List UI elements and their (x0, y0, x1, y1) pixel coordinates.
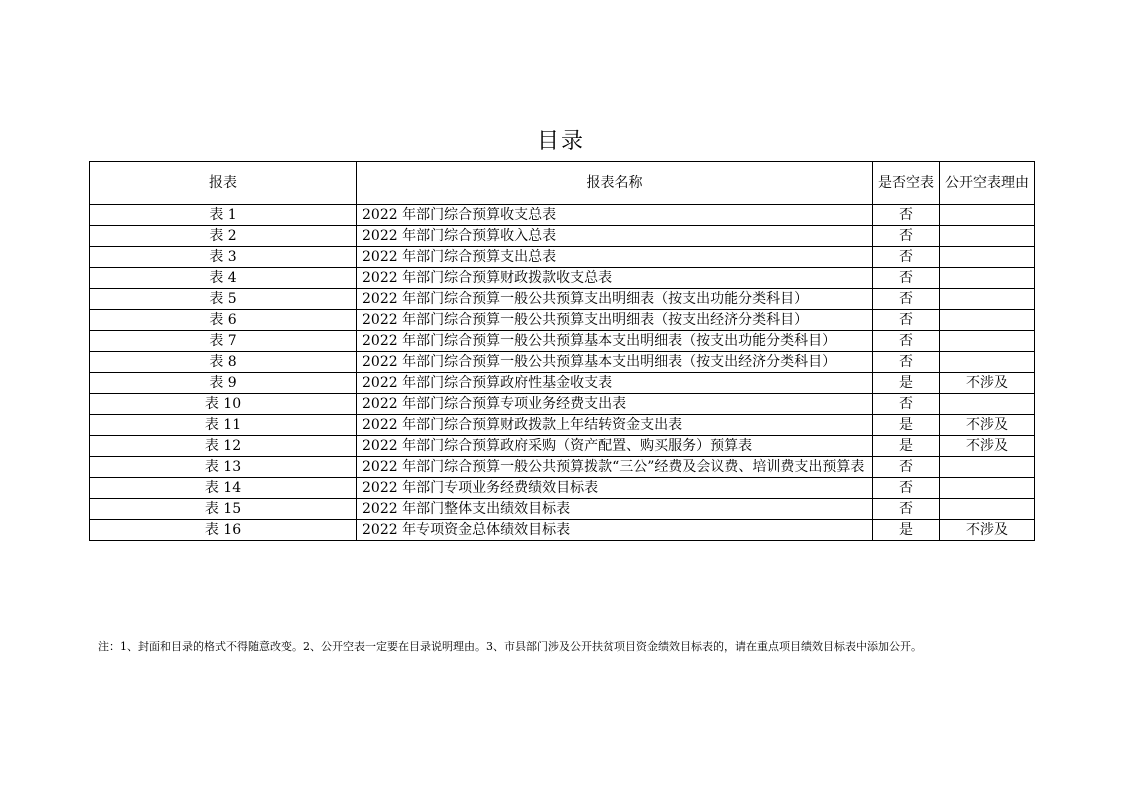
row-report-no: 表 10 (90, 394, 357, 415)
row-report-name: 2022 年部门综合预算收入总表 (357, 226, 873, 247)
row-report-name: 2022 年部门综合预算一般公共预算基本支出明细表（按支出经济分类科目） (357, 352, 873, 373)
row-is-empty: 否 (873, 289, 940, 310)
table-row (90, 268, 1035, 289)
row-empty-reason: 不涉及 (940, 415, 1035, 436)
row-report-name: 2022 年部门专项业务经费绩效目标表 (357, 478, 873, 499)
row-report-name: 2022 年部门综合预算一般公共预算基本支出明细表（按支出功能分类科目） (357, 331, 873, 352)
row-report-no: 表 9 (90, 373, 357, 394)
row-is-empty: 否 (873, 331, 940, 352)
table-row (90, 331, 1035, 352)
row-report-no: 表 1 (90, 205, 357, 226)
row-is-empty: 否 (873, 268, 940, 289)
table-row (90, 415, 1035, 436)
row-report-no: 表 15 (90, 499, 357, 520)
row-report-name: 2022 年部门综合预算一般公共预算支出明细表（按支出经济分类科目） (357, 310, 873, 331)
row-empty-reason (940, 268, 1035, 289)
table-row (90, 436, 1035, 457)
header-is-empty: 是否空表 (873, 162, 940, 205)
table-row (90, 226, 1035, 247)
row-empty-reason (940, 226, 1035, 247)
row-empty-reason: 不涉及 (940, 436, 1035, 457)
row-report-name: 2022 年部门综合预算收支总表 (357, 205, 873, 226)
header-report-no: 报表 (90, 162, 357, 205)
row-report-name: 2022 年部门综合预算一般公共预算支出明细表（按支出功能分类科目） (357, 289, 873, 310)
row-is-empty: 否 (873, 457, 940, 478)
page-title: 目录 (536, 129, 585, 154)
table-row (90, 205, 1035, 226)
row-is-empty: 否 (873, 310, 940, 331)
row-report-no: 表 11 (90, 415, 357, 436)
row-empty-reason (940, 289, 1035, 310)
row-report-name: 2022 年部门综合预算支出总表 (357, 247, 873, 268)
table-row (90, 478, 1035, 499)
table-row (90, 373, 1035, 394)
row-empty-reason (940, 394, 1035, 415)
row-is-empty: 否 (873, 478, 940, 499)
row-report-name: 2022 年专项资金总体绩效目标表 (357, 520, 873, 541)
table-row (90, 499, 1035, 520)
row-report-no: 表 4 (90, 268, 357, 289)
row-empty-reason (940, 457, 1035, 478)
row-report-no: 表 3 (90, 247, 357, 268)
table-row (90, 394, 1035, 415)
row-report-no: 表 6 (90, 310, 357, 331)
table-header-row (90, 162, 1035, 205)
row-empty-reason (940, 310, 1035, 331)
row-is-empty: 否 (873, 499, 940, 520)
table-row (90, 247, 1035, 268)
row-is-empty: 是 (873, 436, 940, 457)
row-report-no: 表 13 (90, 457, 357, 478)
table-row (90, 352, 1035, 373)
row-is-empty: 否 (873, 226, 940, 247)
row-report-no: 表 7 (90, 331, 357, 352)
row-is-empty: 否 (873, 205, 940, 226)
row-report-name: 2022 年部门综合预算财政拨款上年结转资金支出表 (357, 415, 873, 436)
row-empty-reason: 不涉及 (940, 373, 1035, 394)
table-row (90, 310, 1035, 331)
row-report-no: 表 16 (90, 520, 357, 541)
header-report-name: 报表名称 (357, 162, 873, 205)
row-is-empty: 否 (873, 247, 940, 268)
row-empty-reason (940, 352, 1035, 373)
row-empty-reason (940, 478, 1035, 499)
row-empty-reason (940, 247, 1035, 268)
row-empty-reason (940, 331, 1035, 352)
row-report-name: 2022 年部门综合预算专项业务经费支出表 (357, 394, 873, 415)
table-row (90, 289, 1035, 310)
row-report-no: 表 5 (90, 289, 357, 310)
row-empty-reason (940, 205, 1035, 226)
row-report-no: 表 14 (90, 478, 357, 499)
row-report-name: 2022 年部门整体支出绩效目标表 (357, 499, 873, 520)
row-is-empty: 否 (873, 394, 940, 415)
row-report-name: 2022 年部门综合预算政府采购（资产配置、购买服务）预算表 (357, 436, 873, 457)
header-empty-reason: 公开空表理由 (940, 162, 1035, 205)
toc-table (89, 161, 1035, 541)
table-row (90, 520, 1035, 541)
row-empty-reason: 不涉及 (940, 520, 1035, 541)
row-report-no: 表 8 (90, 352, 357, 373)
table-body (90, 205, 1035, 541)
row-report-name: 2022 年部门综合预算一般公共预算拨款“三公”经费及会议费、培训费支出预算表 (357, 457, 873, 478)
row-report-name: 2022 年部门综合预算财政拨款收支总表 (357, 268, 873, 289)
table-row (90, 457, 1035, 478)
row-report-no: 表 2 (90, 226, 357, 247)
row-is-empty: 否 (873, 352, 940, 373)
row-is-empty: 是 (873, 520, 940, 541)
row-empty-reason (940, 499, 1035, 520)
row-is-empty: 是 (873, 415, 940, 436)
footnote: 注：1、封面和目录的格式不得随意改变。2、公开空表一定要在目录说明理由。3、市县部门涉及公开扶贫项目资金绩效目标表的，请在重点项目绩效目标表中添加公开。 (98, 640, 922, 653)
row-report-name: 2022 年部门综合预算政府性基金收支表 (357, 373, 873, 394)
row-is-empty: 是 (873, 373, 940, 394)
row-report-no: 表 12 (90, 436, 357, 457)
